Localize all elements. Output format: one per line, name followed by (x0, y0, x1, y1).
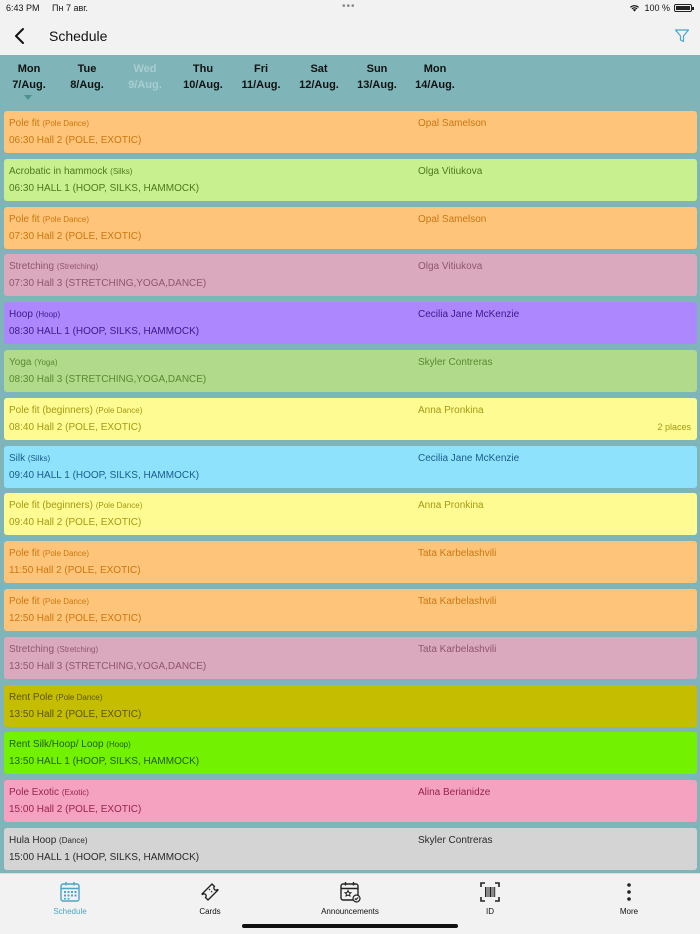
status-time: 6:43 PM (6, 3, 40, 13)
status-date: Пн 7 авг. (52, 3, 88, 13)
class-time-hall: 08:30 Hall 3 (STRETCHING,YOGA,DANCE) (9, 374, 207, 385)
class-title (9, 835, 88, 846)
class-teacher: Skyler Contreras (418, 357, 493, 368)
class-card[interactable] (4, 589, 697, 631)
class-time-hall: 15:00 HALL 1 (HOOP, SILKS, HAMMOCK) (9, 852, 200, 863)
class-name: Hoop (9, 309, 33, 321)
class-teacher: Tata Karbelashvili (418, 596, 497, 607)
class-card[interactable] (4, 254, 697, 296)
class-card[interactable] (4, 637, 697, 679)
class-teacher: Skyler Contreras (418, 835, 493, 846)
class-teacher: Tata Karbelashvili (418, 548, 497, 560)
class-card[interactable] (4, 828, 697, 870)
barcode-icon (478, 880, 502, 904)
class-card[interactable] (4, 207, 697, 249)
class-time-hall: 09:40 Hall 2 (POLE, EXOTIC) (9, 517, 142, 529)
class-card[interactable] (4, 541, 697, 583)
class-name: Rent Pole (9, 691, 53, 703)
class-time-hall: 06:30 HALL 1 (HOOP, SILKS, HAMMOCK) (9, 182, 200, 194)
class-title (9, 118, 89, 129)
class-name: Stretching (9, 643, 55, 655)
class-category: (Stretching) (56, 262, 99, 272)
class-card[interactable] (4, 350, 697, 392)
class-category: (Silks) (27, 453, 51, 463)
day-date: 8/Aug. (70, 79, 104, 91)
class-title (9, 596, 89, 607)
page-title: Schedule (49, 28, 108, 44)
class-title (9, 405, 142, 416)
class-time-hall: 13:50 HALL 1 (HOOP, SILKS, HAMMOCK) (9, 756, 200, 768)
tab-id[interactable] (440, 880, 540, 916)
class-name: Stretching (9, 261, 55, 273)
class-teacher: Olga Vitiukova (418, 165, 483, 177)
class-category: (Silks) (110, 166, 133, 176)
class-teacher: Anna Pronkina (418, 500, 484, 512)
class-category: (Yoga) (34, 358, 58, 367)
day-selector (0, 55, 700, 108)
class-category: (Hoop) (35, 310, 61, 320)
day-date: 11/Aug. (241, 79, 281, 91)
day-of-week: Fri (253, 63, 269, 75)
class-category: (Hoop) (106, 740, 131, 750)
multitasking-dots-icon[interactable]: ••• (342, 1, 356, 12)
day-tab[interactable] (58, 61, 116, 93)
class-title (9, 214, 89, 225)
class-teacher: Cecilia Jane McKenzie (418, 452, 520, 464)
tab-label: Cards (199, 907, 221, 916)
class-card[interactable] (4, 685, 697, 727)
class-card[interactable] (4, 159, 697, 201)
class-name: Pole fit (9, 118, 40, 129)
day-date: 10/Aug. (183, 79, 223, 91)
class-card[interactable] (4, 398, 697, 440)
tab-more[interactable] (579, 880, 679, 916)
class-time-hall: 15:00 Hall 2 (POLE, EXOTIC) (9, 804, 142, 816)
day-tab[interactable] (290, 61, 348, 93)
class-card[interactable] (4, 732, 697, 774)
day-tab[interactable] (0, 61, 58, 93)
class-time-hall: 08:40 Hall 2 (POLE, EXOTIC) (9, 421, 142, 433)
class-teacher: Opal Samelson (418, 213, 487, 225)
class-name: Silk (9, 452, 26, 464)
class-name: Pole fit (beginners) (9, 500, 93, 512)
class-card[interactable] (4, 302, 697, 344)
day-tab[interactable] (116, 61, 174, 93)
battery-percent: 100 % (644, 3, 670, 13)
class-teacher: Tata Karbelashvili (418, 643, 497, 655)
class-teacher: Opal Samelson (418, 118, 487, 129)
class-name: Pole Exotic (9, 787, 60, 799)
day-tab[interactable] (232, 61, 290, 93)
selected-day-indicator-icon (24, 95, 32, 100)
class-category: (Pole Dance) (42, 119, 90, 128)
class-time-hall: 13:50 Hall 3 (STRETCHING,YOGA,DANCE) (9, 660, 207, 672)
day-of-week: Wed (133, 63, 157, 75)
day-date: 9/Aug. (128, 79, 162, 91)
class-title (9, 166, 132, 177)
class-title (9, 644, 98, 655)
class-name: Pole fit (9, 596, 40, 607)
class-title (9, 500, 142, 511)
day-date: 12/Aug. (299, 79, 339, 91)
class-card[interactable] (4, 493, 697, 535)
class-card[interactable] (4, 780, 697, 822)
calendar-star-icon (338, 880, 362, 904)
day-of-week: Mon (423, 63, 447, 75)
class-name: Yoga (9, 357, 32, 368)
class-name: Hula Hoop (9, 835, 57, 846)
class-category: (Pole Dance) (42, 549, 90, 559)
class-category: (Pole Dance) (95, 405, 143, 415)
class-name: Acrobatic in hammock (9, 165, 108, 177)
battery-icon (674, 4, 692, 12)
class-category: (Dance) (59, 836, 88, 845)
status-bar (0, 0, 700, 18)
class-title (9, 357, 58, 368)
class-title (9, 453, 50, 464)
class-time-hall: 11:50 Hall 2 (POLE, EXOTIC) (9, 565, 141, 577)
class-title (9, 309, 60, 320)
day-of-week: Mon (17, 63, 41, 75)
tab-cards[interactable] (160, 880, 260, 916)
class-name: Pole fit (beginners) (9, 404, 93, 416)
tab-announcements[interactable] (300, 880, 400, 916)
calendar-icon (58, 880, 82, 904)
places-left: 2 places (657, 421, 691, 432)
more-vertical-icon (617, 880, 641, 904)
tab-label: Announcements (321, 907, 379, 916)
class-title (9, 548, 89, 559)
class-category: (Exotic) (61, 788, 89, 798)
class-category: (Pole Dance) (95, 501, 143, 511)
class-category: (Stretching) (56, 644, 99, 654)
class-category: (Pole Dance) (42, 214, 90, 224)
class-time-hall: 08:30 HALL 1 (HOOP, SILKS, HAMMOCK) (9, 326, 200, 338)
class-time-hall: 07:30 Hall 2 (POLE, EXOTIC) (9, 230, 142, 242)
ticket-icon (198, 880, 222, 904)
tab-label: ID (486, 907, 494, 916)
class-category: (Pole Dance) (55, 692, 103, 702)
class-name: Pole fit (9, 213, 40, 225)
tab-label: More (619, 907, 639, 916)
navigation-bar (0, 18, 700, 55)
class-time-hall: 06:30 Hall 2 (POLE, EXOTIC) (9, 135, 142, 146)
class-title (9, 739, 131, 750)
day-of-week: Thu (192, 63, 214, 75)
day-date: 14/Aug. (415, 79, 455, 91)
class-card[interactable] (4, 446, 697, 488)
class-time-hall: 12:50 Hall 2 (POLE, EXOTIC) (9, 613, 142, 624)
class-title (9, 692, 102, 703)
day-date: 7/Aug. (12, 79, 46, 91)
class-category: (Pole Dance) (42, 597, 90, 606)
day-of-week: Sat (310, 63, 328, 75)
class-teacher: Anna Pronkina (418, 404, 484, 416)
class-teacher: Cecilia Jane McKenzie (418, 309, 520, 321)
class-time-hall: 13:50 Hall 2 (POLE, EXOTIC) (9, 708, 142, 720)
day-tab[interactable] (348, 61, 406, 93)
day-of-week: Tue (77, 63, 97, 75)
class-name: Pole fit (9, 548, 40, 560)
class-teacher: Olga Vitiukova (418, 261, 483, 273)
class-time-hall: 09:40 HALL 1 (HOOP, SILKS, HAMMOCK) (9, 469, 200, 481)
class-time-hall: 07:30 Hall 3 (STRETCHING,YOGA,DANCE) (9, 278, 207, 290)
class-name: Rent Silk/Hoop/ Loop (9, 739, 104, 751)
day-date: 13/Aug. (357, 79, 397, 91)
home-indicator (242, 924, 458, 928)
tab-label: Schedule (53, 907, 87, 916)
day-tab[interactable] (174, 61, 232, 93)
day-of-week: Sun (366, 63, 388, 75)
back-arrow-icon[interactable] (12, 27, 28, 45)
tab-schedule[interactable] (20, 880, 120, 916)
day-tab[interactable] (406, 61, 464, 93)
class-title (9, 261, 98, 272)
class-teacher: Alina Berianidze (418, 787, 491, 799)
filter-icon[interactable] (674, 28, 690, 44)
class-card[interactable] (4, 111, 697, 153)
class-title (9, 787, 89, 798)
wifi-icon (629, 4, 640, 12)
